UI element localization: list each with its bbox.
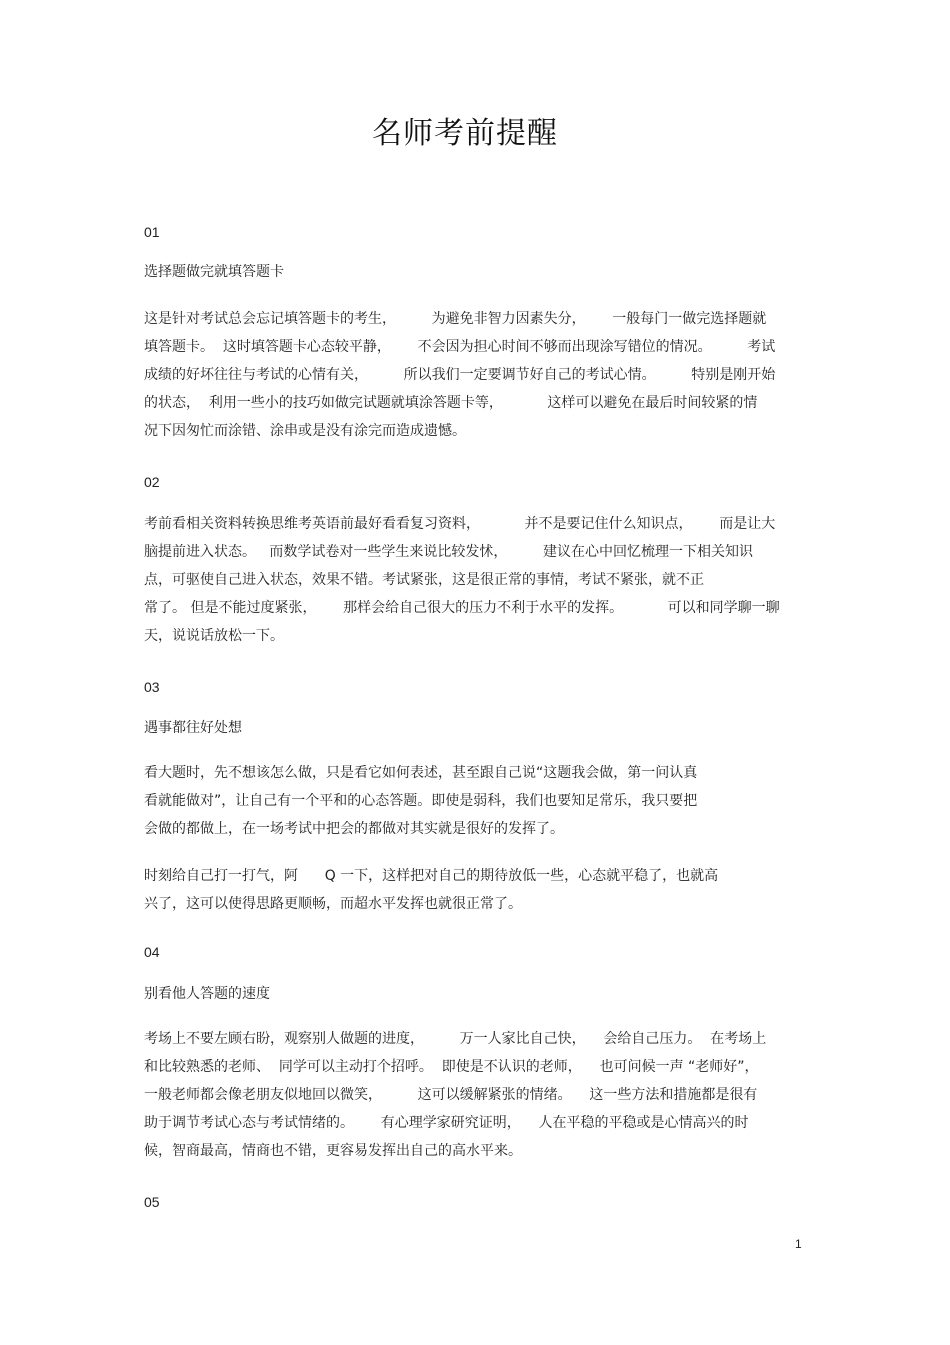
text-line: 填答题卡。 这时填答题卡心态较平静， 不会因为担心时间不够而出现涂写错位的情况。 考试 bbox=[144, 339, 776, 355]
section-heading: 遇事都往好处想 bbox=[144, 720, 242, 736]
text-line: 这是针对考试总会忘记填答题卡的考生， 为避免非智力因素失分， 一般每门一做完选择题就 bbox=[144, 311, 767, 327]
section-heading: 选择题做完就填答题卡 bbox=[144, 264, 284, 280]
page-title: 名师考前提醒 bbox=[372, 116, 558, 151]
text-line: 成绩的好坏往往与考试的心情有关， 所以我们一定要调节好自己的考试心情。 特别是刚开始 bbox=[144, 367, 776, 383]
section-heading: 别看他人答题的速度 bbox=[144, 986, 270, 1002]
text-line: 看大题时，先不想该怎么做，只是看它如何表述，甚至跟自己说“这题我会做，第一问认真 bbox=[144, 765, 698, 781]
text-line: 和比较熟悉的老师、 同学可以主动打个招呼。 即使是不认识的老师， 也可问候一声 “老师好”， bbox=[144, 1059, 759, 1075]
text-line: 候，智商最高，情商也不错，更容易发挥出自己的高水平来。 bbox=[144, 1143, 522, 1159]
text-line: 一般老师都会像老朋友似地回以微笑， 这可以缓解紧张的情绪。 这一些方法和措施都是很有 bbox=[144, 1087, 758, 1103]
text-line: 点，可驱使自己进入状态，效果不错。考试紧张，这是很正常的事情，考试不紧张，就不正 bbox=[144, 572, 704, 588]
text-line: 考前看相关资料转换思维考英语前最好看看复习资料， 并不是要记住什么知识点， 而是让大 bbox=[144, 516, 776, 532]
text-line: 会做的都做上，在一场考试中把会的都做对其实就是很好的发挥了。 bbox=[144, 821, 564, 837]
section-number: 05 bbox=[144, 1194, 160, 1210]
section-number: 04 bbox=[144, 944, 160, 960]
text-line: 考场上不要左顾右盼，观察别人做题的进度， 万一人家比自己快， 会给自己压力。 在考场上 bbox=[144, 1031, 767, 1047]
text-line: 兴了，这可以使得思路更顺畅，而超水平发挥也就很正常了。 bbox=[144, 896, 522, 912]
text-line: 的状态， 利用一些小的技巧如做完试题就填涂答题卡等， 这样可以避免在最后时间较紧的情 bbox=[144, 395, 758, 411]
text-line: 助于调节考试心态与考试情绪的。 有心理学家研究证明， 人在平稳的平稳或是心情高兴的时 bbox=[144, 1115, 749, 1131]
page-number: 1 bbox=[795, 1237, 802, 1251]
text-line: 看就能做对”，让自己有一个平和的心态答题。即使是弱科，我们也要知足常乐，我只要把 bbox=[144, 793, 698, 809]
paragraph bbox=[144, 759, 814, 843]
text-line: 脑提前进入状态。 而数学试卷对一些学生来说比较发怵， 建议在心中回忆梳理一下相关知识 bbox=[144, 544, 753, 560]
paragraph bbox=[144, 1025, 814, 1165]
text-line: 天，说说话放松一下。 bbox=[144, 628, 284, 644]
paragraph bbox=[144, 862, 814, 918]
text-line: 常了。 但是不能过度紧张， 那样会给自己很大的压力不利于水平的发挥。 可以和同学聊一聊 bbox=[144, 600, 780, 616]
section-number: 01 bbox=[144, 224, 160, 240]
text-line: 时刻给自己打一打气，阿 Q 一下，这样把对自己的期待放低一些，心态就平稳了，也就高 bbox=[144, 868, 719, 884]
paragraph bbox=[144, 305, 814, 445]
section-number: 03 bbox=[144, 679, 160, 695]
paragraph bbox=[144, 510, 814, 650]
text-line: 况下因匆忙而涂错、涂串或是没有涂完而造成遗憾。 bbox=[144, 423, 466, 439]
section-number: 02 bbox=[144, 474, 160, 490]
